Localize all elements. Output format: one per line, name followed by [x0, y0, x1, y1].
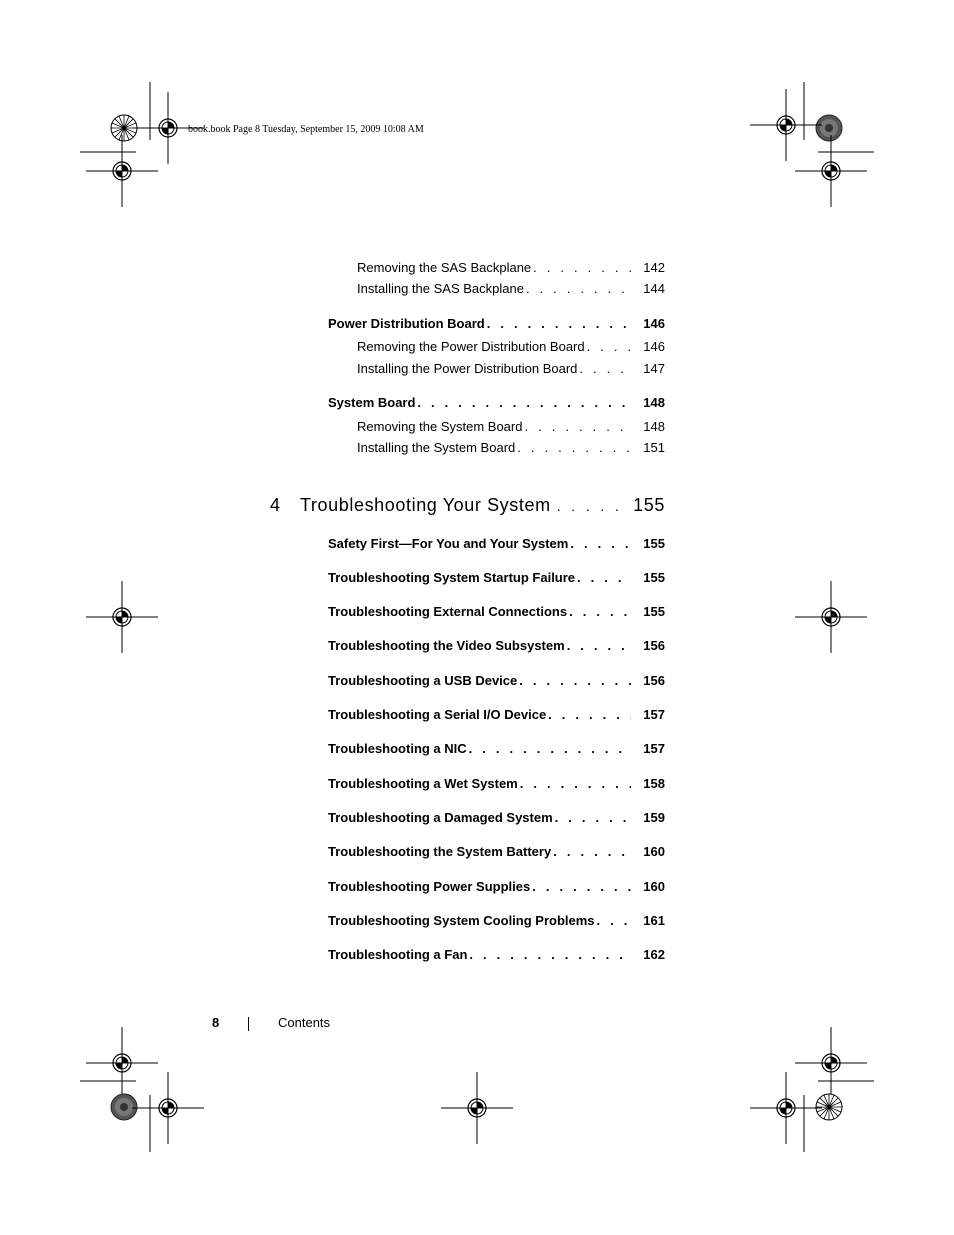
footer-section-label: Contents: [278, 1015, 331, 1030]
toc-entry-title: Removing the SAS Backplane: [357, 260, 532, 275]
toc-entry-title: Troubleshooting External Connections: [328, 604, 568, 619]
toc-entry-page: 157: [643, 707, 665, 722]
toc-entry-title: Troubleshooting a NIC: [328, 741, 467, 756]
toc-entry-page: 160: [643, 879, 665, 894]
toc-entry-page: 155: [643, 536, 665, 551]
toc-entry-page: 158: [643, 776, 665, 791]
toc-entry-title: Troubleshooting a Damaged System: [328, 810, 553, 825]
chapter-page: 155: [633, 495, 665, 515]
toc-entry-page: 160: [643, 844, 665, 859]
print-header: book.book Page 8 Tuesday, September 15, 2009 10:08 AM: [188, 124, 424, 135]
toc-entry-page: 147: [643, 361, 665, 376]
toc-entry-title: Troubleshooting the System Battery: [328, 844, 552, 859]
toc-entry-page: 156: [643, 673, 665, 688]
toc-entry-page: 155: [643, 570, 665, 585]
toc-entry-title: Troubleshooting the Video Subsystem: [328, 638, 565, 653]
toc-entry-title: Troubleshooting System Cooling Problems: [328, 913, 595, 928]
toc-entry-title: Removing the Power Distribution Board: [357, 339, 585, 354]
toc-entry-page: 155: [643, 604, 665, 619]
toc-entry-page: 148: [643, 419, 665, 434]
toc-entry-title: Installing the SAS Backplane: [357, 281, 524, 296]
toc-entry-page: 146: [643, 339, 665, 354]
toc-entry-title: Installing the Power Distribution Board: [357, 361, 578, 376]
toc-entry-page: 161: [643, 913, 665, 928]
toc-entry-title: Power Distribution Board: [328, 316, 485, 331]
toc-entry-title: Troubleshooting a Wet System: [328, 776, 518, 791]
chapter-title: Troubleshooting Your System: [300, 495, 551, 515]
chapter-number: 4: [270, 495, 281, 515]
toc-entry-title: Troubleshooting System Startup Failure: [328, 570, 576, 585]
toc-entry-title: Troubleshooting a Fan: [328, 947, 468, 962]
toc-entry-page: 142: [643, 260, 665, 275]
toc-entry-title: Removing the System Board: [357, 419, 523, 434]
toc-entry-title: Troubleshooting a USB Device: [328, 673, 518, 688]
toc-entry-page: 157: [643, 741, 665, 756]
toc-entry-page: 159: [643, 810, 665, 825]
toc-entry-page: 146: [643, 316, 665, 331]
toc-entry-page: 162: [643, 947, 665, 962]
toc-entry-page: 144: [643, 281, 665, 296]
toc-entry-title: System Board: [328, 395, 416, 410]
footer-page-number: 8: [212, 1015, 220, 1030]
toc-entry-page: 156: [643, 638, 665, 653]
toc-entry-title: Troubleshooting a Serial I/O Device: [328, 707, 547, 722]
toc-entry-page: 151: [643, 440, 665, 455]
toc-entry-page: 148: [643, 395, 665, 410]
toc-entry-title: Safety First—For You and Your System: [328, 536, 569, 551]
toc-entry-title: Installing the System Board: [357, 440, 516, 455]
toc-entry-title: Troubleshooting Power Supplies: [328, 879, 531, 894]
